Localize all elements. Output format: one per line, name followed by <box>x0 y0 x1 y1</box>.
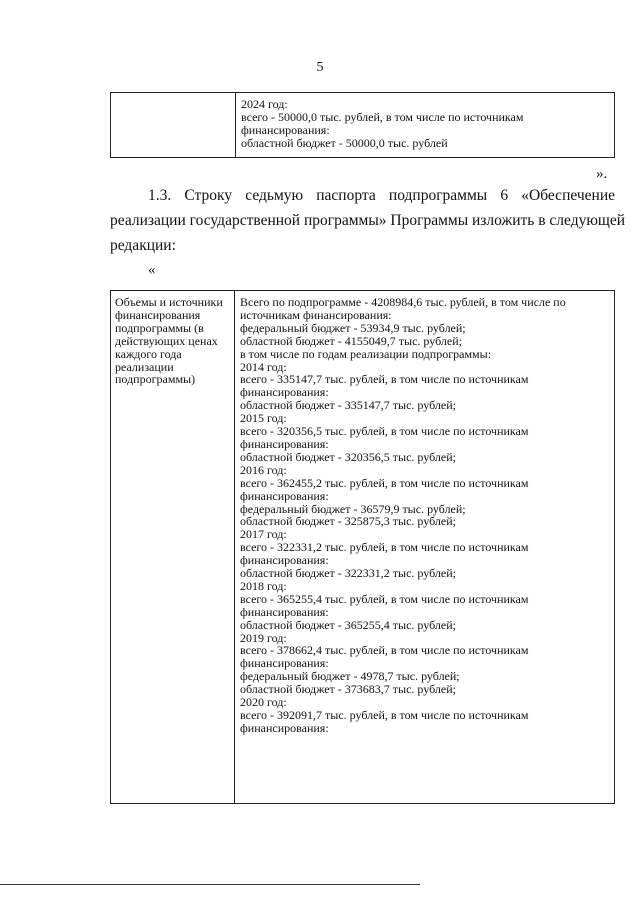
funding-line: в том числе по годам реализации подпрограммы: <box>240 346 492 361</box>
funding-line: всего - 322331,2 тыс. рублей, в том числе по источникам <box>240 540 529 555</box>
funding-line: Всего по подпрограмме - 4208984,6 тыс. рублей, в том числе по <box>240 295 566 309</box>
table1-left-cell <box>111 93 236 157</box>
funding-table <box>110 290 615 804</box>
funding-line: всего - 362455,2 тыс. рублей, в том числе по источникам <box>240 475 529 490</box>
funding-line: областной бюджет - 335147,7 тыс. рублей; <box>240 398 456 413</box>
funding-line: всего - 378662,4 тыс. рублей, в том числе по источникам <box>240 643 529 658</box>
paragraph-line: реализации государственной программы» Программы изложить в следующей <box>110 212 626 229</box>
label-line: подпрограммы) <box>115 372 196 387</box>
funding-line: финансирования: <box>240 656 329 671</box>
table1-line: всего - 50000,0 тыс. рублей, в том числе по источникам <box>241 109 524 124</box>
label-line: каждого года <box>115 346 182 361</box>
funding-line: 2017 год: <box>240 527 287 542</box>
funding-line: всего - 392091,7 тыс. рублей, в том числе по источникам <box>240 708 529 722</box>
funding-line: областной бюджет - 322331,2 тыс. рублей; <box>240 566 456 581</box>
funding-line: областной бюджет - 325875,3 тыс. рублей; <box>240 514 456 529</box>
opening-quote: « <box>148 262 156 278</box>
table1-line: областной бюджет - 50000,0 тыс. рублей <box>241 135 448 150</box>
paragraph-line: 1.3. Строку седьмую паспорта подпрограммы 6 «Обеспечение <box>148 187 615 204</box>
funding-line: финансирования: <box>240 553 329 568</box>
footer-rule <box>0 884 420 885</box>
funding-line: 2014 год: <box>240 359 287 374</box>
funding-line: финансирования: <box>240 385 329 400</box>
funding-line: областной бюджет - 4155049,7 тыс. рублей; <box>240 333 462 348</box>
label-line: подпрограммы (в <box>115 320 204 335</box>
label-line: Объемы и источники <box>115 295 223 309</box>
amendment-paragraph <box>110 183 626 258</box>
funding-line: 2019 год: <box>240 630 287 645</box>
table2-label-cell <box>111 291 235 803</box>
label-line: действующих ценах <box>115 333 218 348</box>
funding-line: финансирования: <box>240 436 329 451</box>
funding-line: всего - 335147,7 тыс. рублей, в том числе по источникам <box>240 372 529 387</box>
funding-line: федеральный бюджет - 53934,9 тыс. рублей; <box>240 320 466 335</box>
funding-line: федеральный бюджет - 36579,9 тыс. рублей; <box>240 501 466 516</box>
funding-line: 2015 год: <box>240 411 287 426</box>
funding-line: финансирования: <box>240 488 329 503</box>
funding-line: областной бюджет - 365255,4 тыс. рублей; <box>240 617 456 632</box>
label-line: реализации <box>115 359 174 374</box>
funding-line: областной бюджет - 320356,5 тыс. рублей; <box>240 449 456 464</box>
page-number: 5 <box>316 60 324 75</box>
paragraph-line: редакции: <box>110 237 176 254</box>
table1-right-cell <box>236 93 614 157</box>
funding-table-continuation <box>110 92 615 158</box>
funding-line: всего - 365255,4 тыс. рублей, в том числе по источникам <box>240 591 529 606</box>
funding-line: 2016 год: <box>240 462 287 477</box>
table1-line: финансирования: <box>241 122 330 137</box>
funding-line: финансирования: <box>240 604 329 619</box>
funding-line: 2020 год: <box>240 695 287 710</box>
funding-line: всего - 320356,5 тыс. рублей, в том числе по источникам <box>240 424 529 439</box>
funding-line: финансирования: <box>240 720 329 735</box>
funding-line: 2018 год: <box>240 578 287 593</box>
label-line: финансирования <box>115 307 201 322</box>
closing-quote: ». <box>596 166 608 182</box>
table2-value-cell <box>235 291 614 803</box>
table1-line: 2024 год: <box>241 97 288 111</box>
funding-line: источникам финансирования: <box>240 307 392 322</box>
funding-line: федеральный бюджет - 4978,7 тыс. рублей; <box>240 669 460 684</box>
funding-line: областной бюджет - 373683,7 тыс. рублей; <box>240 682 456 697</box>
